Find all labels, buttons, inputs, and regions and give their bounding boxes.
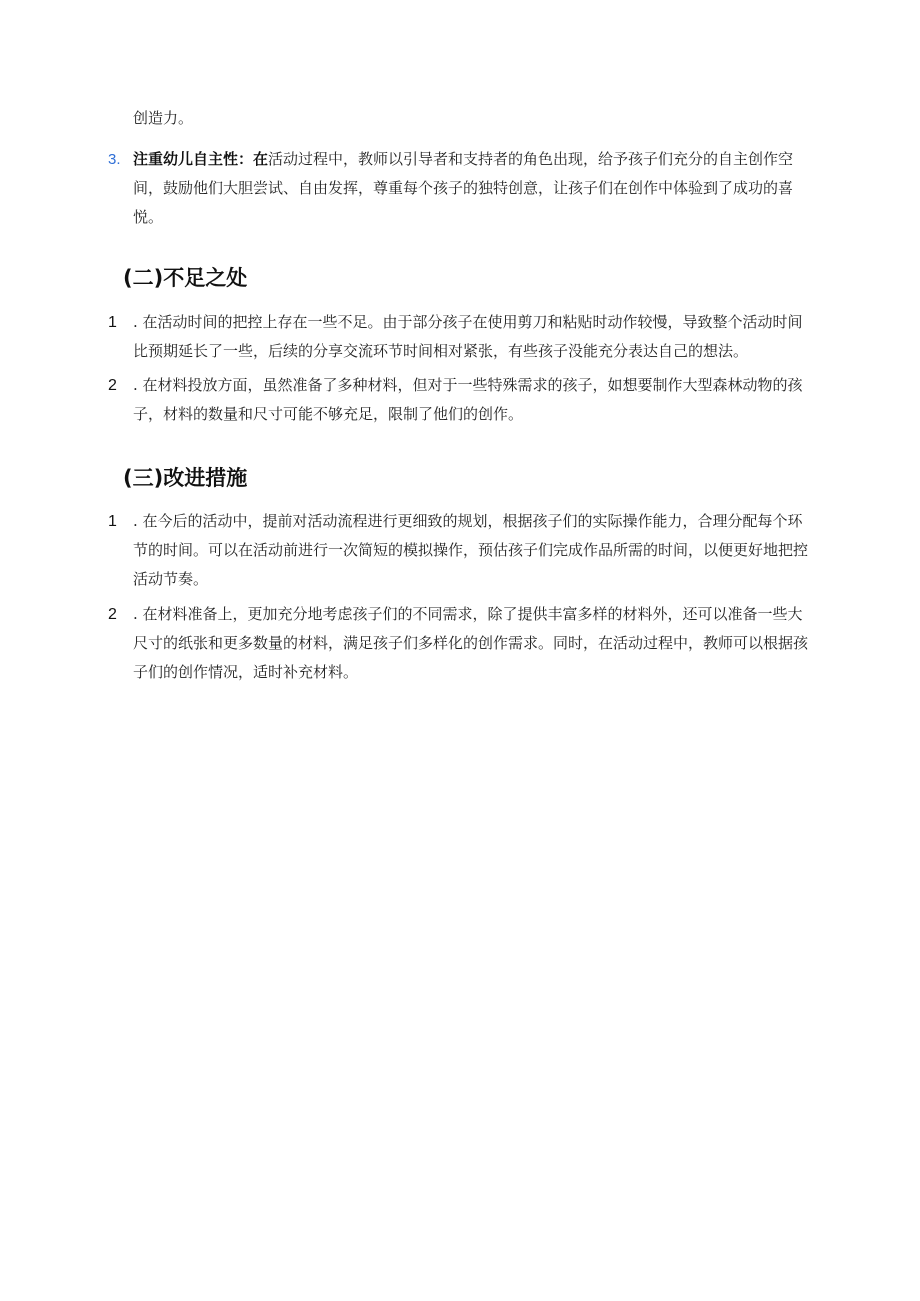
list-number: 1 (108, 513, 117, 530)
item-text: . 在活动时间的把控上存在一些不足。由于部分孩子在使用剪刀和粘贴时动作较慢，导致整个活动时间比预期延长了一些，后续的分享交流环节时间相对紧张，有些孩子没能充分表达自己的想法。 (133, 313, 803, 360)
list-item (108, 507, 813, 594)
continuation-text: 创造力。 (133, 109, 194, 127)
item-text: . 在今后的活动中，提前对活动流程进行更细致的规划，根据孩子们的实际操作能力，合理分配每个环节的时间。可以在活动前进行一次简短的模拟操作，预估孩子们完成作品所需的时间，以便更好地把控活动节奏。 (133, 512, 809, 588)
list-item-emphasize-autonomy (108, 145, 813, 232)
item-bold-lead: 注重幼儿自主性：在 (133, 150, 269, 168)
section-heading-improvements: (三)改进措施 (123, 466, 248, 490)
item-text: . 在材料准备上，更加充分地考虑孩子们的不同需求，除了提供丰富多样的材料外，还可以准备一些大尺寸的纸张和更多数量的材料，满足孩子们多样化的创作需求。同时，在活动过程中，教师可以根据孩子们的创作情况，适时补充材料。 (133, 605, 809, 681)
list-number: 3. (108, 151, 121, 168)
list-number: 2 (108, 606, 117, 623)
list-item (108, 371, 813, 429)
list-number: 2 (108, 377, 117, 394)
item-text: 活动过程中，教师以引导者和支持者的角色出现，给予孩子们充分的自主创作空间，鼓励他们大胆尝试、自由发挥，尊重每个孩子的独特创意，让孩子们在创作中体验到了成功的喜悦。 (133, 150, 794, 226)
item-text: . 在材料投放方面，虽然准备了多种材料，但对于一些特殊需求的孩子，如想要制作大型森林动物的孩子，材料的数量和尺寸可能不够充足，限制了他们的创作。 (133, 376, 803, 423)
list-item (108, 600, 813, 687)
list-number: 1 (108, 314, 117, 331)
list-item (108, 308, 813, 366)
section-heading-shortcomings: (二)不足之处 (123, 266, 248, 290)
